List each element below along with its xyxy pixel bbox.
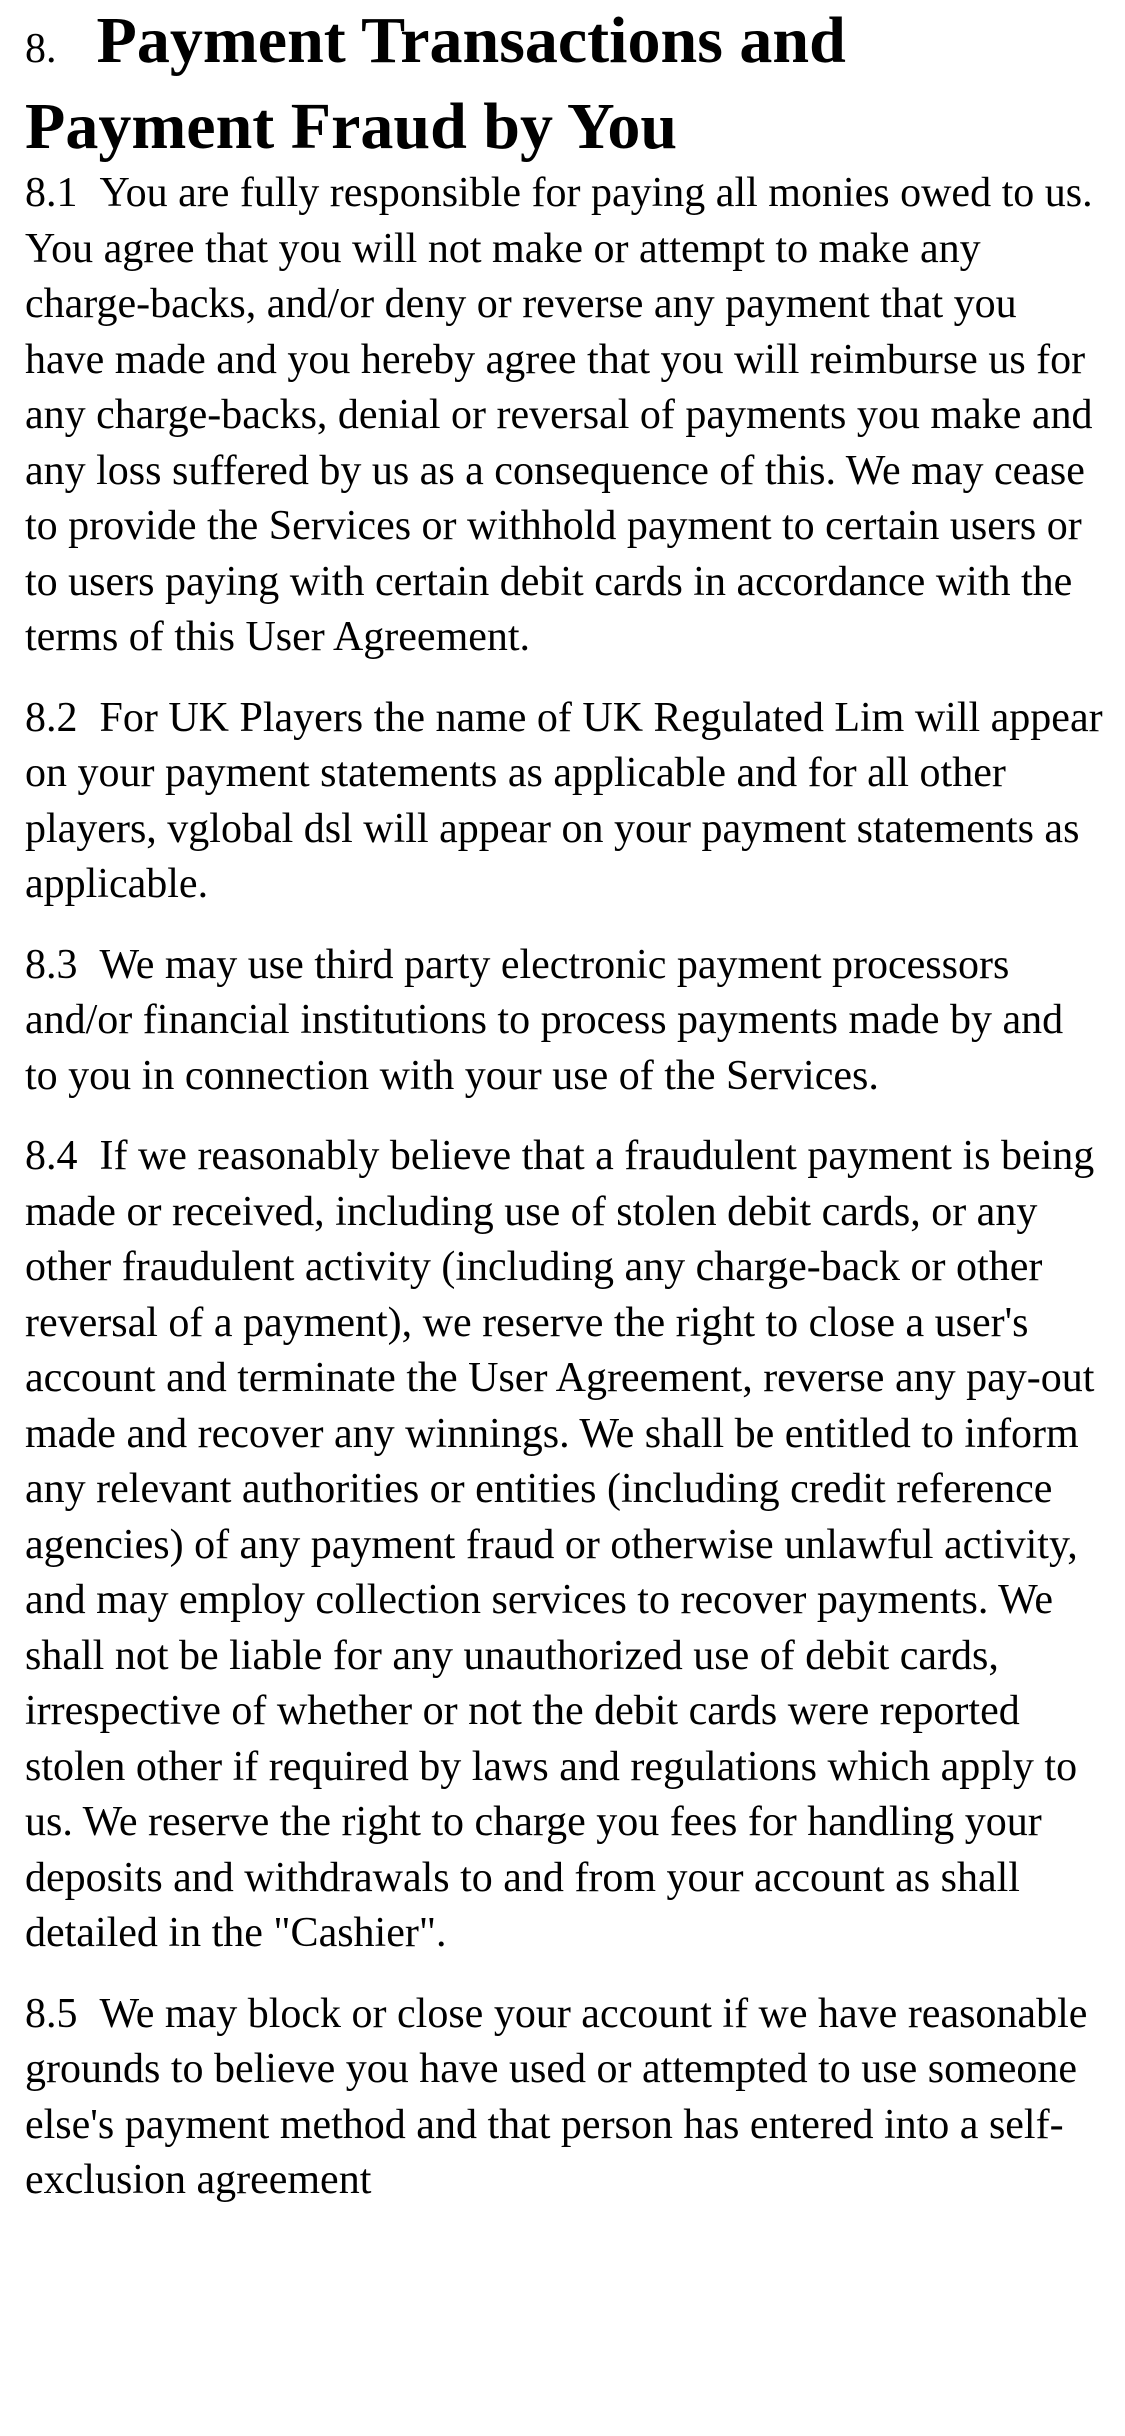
clause-8-1 xyxy=(25,166,1103,666)
clause-text: We may block or close your account if we have reasonable grounds to believe you have used or attempted to use someone else's payment method and that person has entered into a self-exclusion agreement xyxy=(25,1990,1088,2203)
clause-text: We may use third party electronic payment processors and/or financial institutions to process payments made by and to you in connection with your use of the Services. xyxy=(25,941,1064,1099)
clause-text: You are fully responsible for paying all monies owed to us. You agree that you will not make or attempt to make any charge-backs, and/or deny or reverse any payment that you have made and you hereby agree that you will reimburse us for any charge-backs, denial or reversal of payments you make and any loss suffered by us as a consequence of this. We may cease to provide the Services or withhold payment to certain users or to users paying with certain debit cards in accordance with the terms of this User Agreement. xyxy=(25,170,1093,660)
clause-8-2 xyxy=(25,691,1103,913)
clause-number: 8.2 xyxy=(25,694,78,741)
clause-8-3 xyxy=(25,938,1103,1105)
clause-text: If we reasonably believe that a fraudulent payment is being made or received, including use of stolen debit cards, or any other fraudulent activity (including any charge-back or other reversal of a payment), we reserve the right to close a user's account and terminate the User Agreement, reverse any pay-out made and recover any winnings. We shall be entitled to inform any relevant authorities or entities (including credit reference agencies) of any payment fraud or otherwise unlawful activity, and may employ collection services to recover payments. We shall not be liable for any unauthorized use of debit cards, irrespective of whether or not the debit cards were reported stolen other if required by laws and regulations which apply to us. We reserve the right to charge you fees for handling your deposits and withdrawals to and from your account as shall detailed in the "Cashier". xyxy=(25,1133,1095,1956)
clause-number: 8.5 xyxy=(25,1990,78,2037)
section-title: Payment Transactions and Payment Fraud by You xyxy=(25,4,846,163)
clause-text: For UK Players the name of UK Regulated Lim will appear on your payment statements as applicable and for all other players, vglobal dsl will appear on your payment statements as applicable. xyxy=(25,694,1103,907)
clause-8-4 xyxy=(25,1129,1103,1962)
clause-number: 8.4 xyxy=(25,1133,78,1179)
section-number: 8. xyxy=(25,26,57,72)
section-heading xyxy=(25,0,1103,166)
clause-number: 8.3 xyxy=(25,941,78,988)
clause-number: 8.1 xyxy=(25,170,78,216)
clause-8-5 xyxy=(25,1987,1103,2209)
